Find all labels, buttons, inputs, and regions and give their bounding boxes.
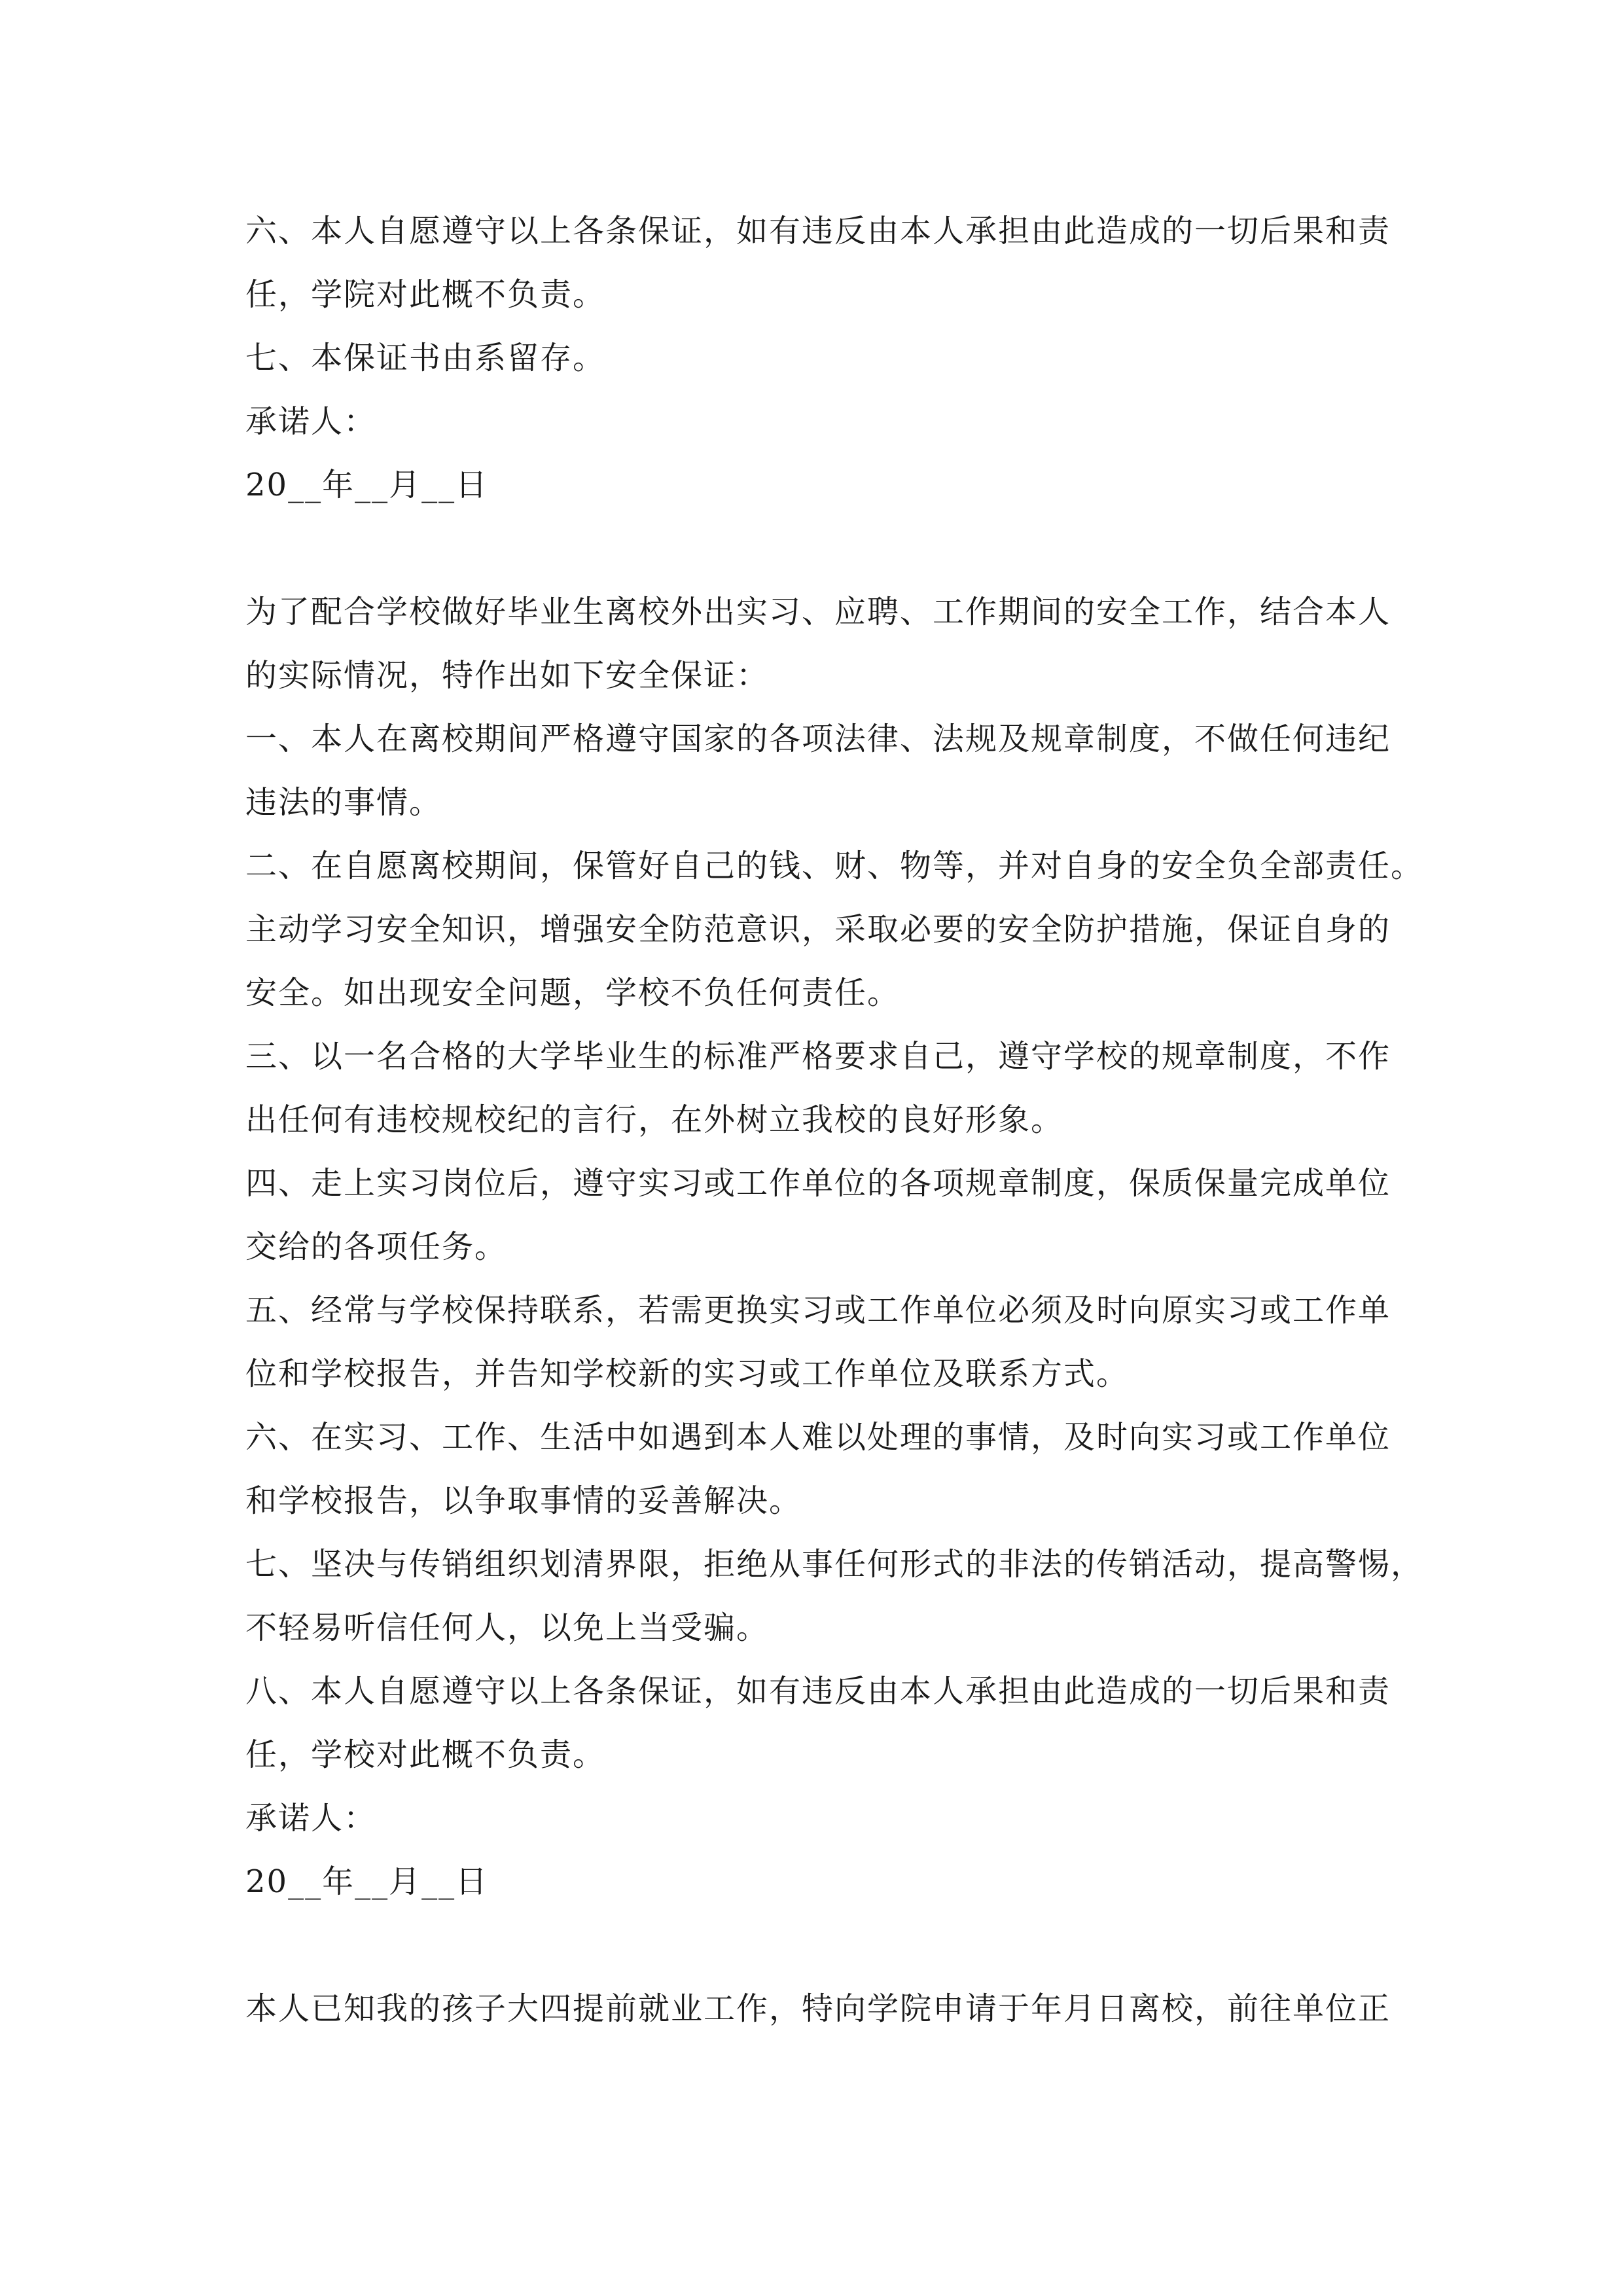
clause-3-line-1: 三、以一名合格的大学毕业生的标准严格要求自己，遵守学校的规章制度，不作 (245, 1038, 1391, 1075)
section-gap (245, 517, 1381, 581)
clause-3-line-2: 出任何有违校规校纪的言行，在外树立我校的良好形象。 (245, 1102, 1064, 1138)
document-body (245, 200, 1424, 2041)
clause-4-line-1: 四、走上实习岗位后，遵守实习或工作单位的各项规章制度，保质保量完成单位 (245, 1165, 1391, 1202)
clause-5-line-1: 五、经常与学校保持联系，若需更换实习或工作单位必须及时向原实习或工作单 (245, 1292, 1391, 1329)
clause-1-line-2: 违法的事情。 (245, 784, 442, 821)
section-gap (245, 1914, 1381, 1977)
date-line: 20__年__月__日 (245, 467, 489, 503)
clause-8-line-1: 八、本人自愿遵守以上各条保证，如有违反由本人承担由此造成的一切后果和责 (245, 1673, 1391, 1710)
clause-6-line-1: 六、本人自愿遵守以上各条保证，如有违反由本人承担由此造成的一切后果和责 (245, 213, 1391, 249)
clause-4-line-2: 交给的各项任务。 (245, 1229, 508, 1265)
intro-line-2: 的实际情况，特作出如下安全保证： (245, 657, 770, 694)
clause-7-line-1: 七、坚决与传销组织划清界限，拒绝从事任何形式的非法的传销活动，提高警惕， (245, 1546, 1424, 1583)
date-line: 20__年__月__日 (245, 1863, 489, 1900)
clause-5-line-2: 位和学校报告，并告知学校新的实习或工作单位及联系方式。 (245, 1355, 1130, 1392)
clause-2-line-3: 安全。如出现安全问题，学校不负任何责任。 (245, 975, 901, 1011)
parent-statement-line-1: 本人已知我的孩子大四提前就业工作，特向学院申请于年月日离校，前往单位正 (245, 1990, 1391, 2027)
clause-1-line-1: 一、本人在离校期间严格遵守国家的各项法律、法规及规章制度，不做任何违纪 (245, 721, 1391, 757)
clause-7: 七、本保证书由系留存。 (245, 340, 606, 376)
clause-8-line-2: 任，学校对此概不负责。 (245, 1736, 606, 1773)
clause-7-line-2: 不轻易听信任何人，以免上当受骗。 (245, 1609, 770, 1646)
intro-line-1: 为了配合学校做好毕业生离校外出实习、应聘、工作期间的安全工作，结合本人 (245, 594, 1391, 630)
promisor-label: 承诺人： (245, 403, 377, 440)
clause-6-line-2: 任，学院对此概不负责。 (245, 276, 606, 313)
clause-6-line-2: 和学校报告，以争取事情的妥善解决。 (245, 1482, 802, 1519)
promisor-label: 承诺人： (245, 1800, 377, 1837)
clause-2-line-2: 主动学习安全知识，增强安全防范意识，采取必要的安全防护措施，保证自身的 (245, 911, 1391, 948)
clause-2-line-1: 二、在自愿离校期间，保管好自己的钱、财、物等，并对自身的安全负全部责任。 (245, 848, 1424, 884)
clause-6-line-1: 六、在实习、工作、生活中如遇到本人难以处理的事情，及时向实习或工作单位 (245, 1419, 1391, 1456)
